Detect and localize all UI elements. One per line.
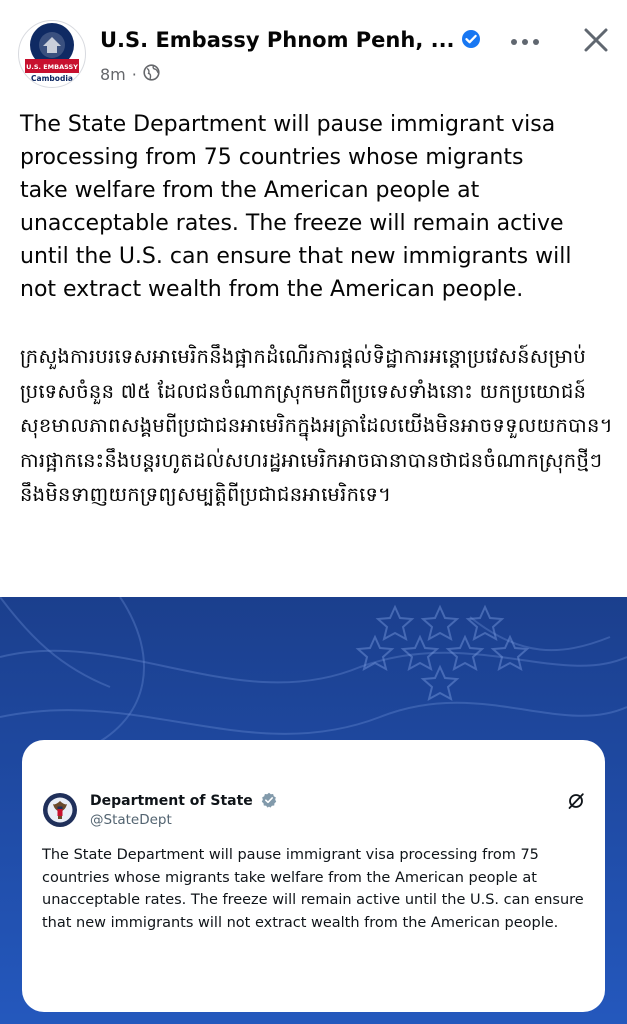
- close-icon[interactable]: [578, 22, 614, 58]
- embassy-seal-icon: [19, 21, 85, 87]
- post-image[interactable]: [0, 597, 627, 1024]
- verified-badge-icon: [461, 29, 481, 54]
- avatar-top-text: U.S. EMBASSY: [26, 63, 78, 71]
- grok-icon[interactable]: [567, 792, 585, 810]
- post-header: [0, 0, 627, 96]
- embedded-post-card[interactable]: [22, 740, 605, 1012]
- author-handle[interactable]: @StateDept: [90, 812, 172, 828]
- page-name-text[interactable]: U.S. Embassy Phnom Penh, ...: [100, 28, 455, 52]
- department-seal-icon: [42, 792, 78, 828]
- post-time[interactable]: 8m: [100, 65, 126, 84]
- verified-badge-icon: [261, 792, 277, 812]
- embassy-avatar[interactable]: [18, 20, 86, 88]
- meta-separator: ·: [131, 65, 137, 84]
- page-name[interactable]: [100, 28, 481, 54]
- globe-icon: [143, 64, 160, 85]
- post-text-english: The State Department will pause immigrant visa processing from 75 countries whose migrants take welfare from the American people at unacceptable rates. The freeze will remain active until the U.S. can ensure that new immigrants will not extract wealth from the American people.: [20, 112, 572, 302]
- embedded-post-text: The State Department will pause immigrant visa processing from 75 countries whose migrants take welfare from the American people at unacceptable rates. The freeze will remain active until the U.S. can ensure that new immigrants will not extract wealth from the American people.: [42, 847, 584, 931]
- avatar-bottom-text: Cambodia: [31, 74, 73, 83]
- post-text-khmer: ក្រសួងការបរទេសអាមេរិកនឹងផ្អាកដំណើរការផ្តល់ទិដ្ឋាការអន្តោប្រវេសន៍សម្រាប់ប្រទេសចំនួន ៧៥ ដែលជនចំណាកស្រុកមកពីប្រទេសទាំងនោះ យកប្រយោជន៍សុខមាលភាពសង្គមពីប្រជាជនអាមេរិកក្នុងអត្រាដែលយើងមិនអាចទទួលយកបាន។ ការផ្អាកនេះនឹងបន្តរហូតដល់សហរដ្ឋអាមេរិកអាចធានាបានថាជនចំណាកស្រុកថ្មីៗនឹងមិនទាញយកទ្រព្យសម្បត្តិពីប្រជាជនអាមេរិកទេ។: [20, 345, 613, 506]
- more-options-icon[interactable]: [503, 30, 547, 54]
- author-name[interactable]: [90, 792, 277, 812]
- author-name-text[interactable]: Department of State: [90, 793, 253, 809]
- post-meta: [100, 64, 160, 85]
